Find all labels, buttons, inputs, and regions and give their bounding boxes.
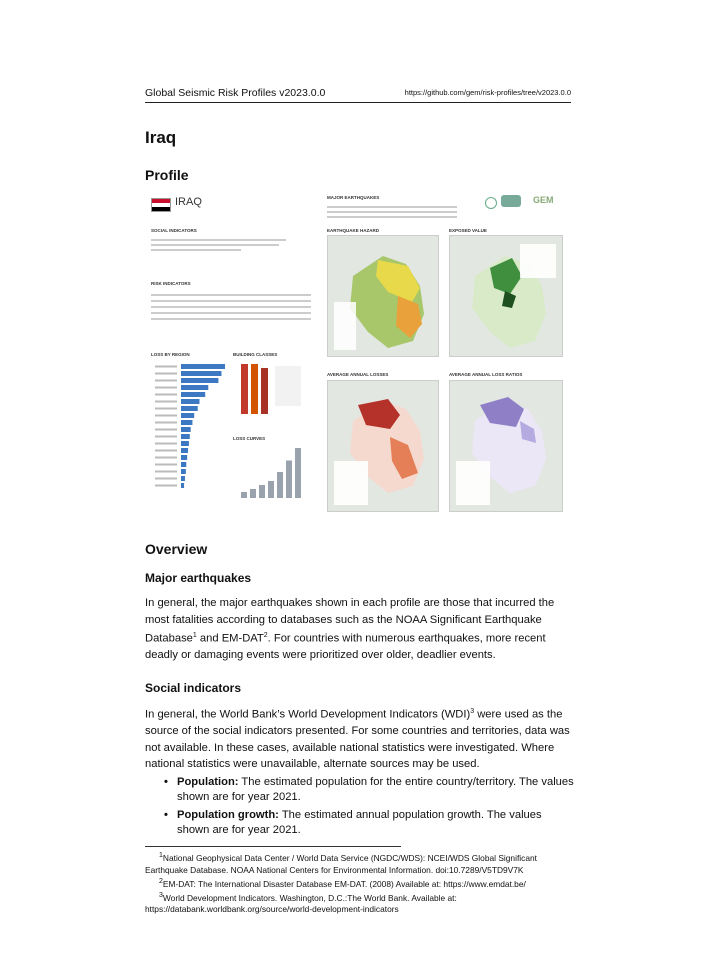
average-annual-loss-ratios-map [449, 380, 563, 512]
bullet-text: The estimated population for the entire country/territory. The values shown are for year 2021. [177, 776, 574, 803]
exposed-value-map [449, 235, 563, 357]
footnote-ref-1[interactable]: 1 [192, 632, 197, 639]
earthquake-hazard-map [327, 235, 439, 357]
major-earthquakes-list [327, 203, 457, 221]
building-bar-1 [241, 364, 248, 414]
region-label-placeholder [155, 415, 177, 417]
bullet-term: Population growth: [177, 809, 279, 821]
footnote-num: 2 [159, 877, 163, 885]
profile-heading: Profile [145, 167, 189, 183]
loss-curve-bar [268, 481, 274, 498]
region-loss-bar [181, 434, 190, 439]
bullet-text: The estimated annual population growth. The values shown are for year 2021. [177, 809, 542, 836]
figure-country-label: IRAQ [175, 196, 202, 208]
loss-curve-bar [277, 472, 283, 498]
region-label-placeholder [155, 366, 177, 368]
logo-circle-icon [485, 197, 497, 209]
region-loss-bar [181, 469, 186, 474]
region-label-placeholder [155, 380, 177, 382]
header-title: Global Seismic Risk Profiles v2023.0.0 [145, 87, 326, 99]
footnote-ref-2[interactable]: 2 [263, 632, 268, 639]
region-loss-bar [181, 371, 221, 376]
region-loss-bar [181, 364, 225, 369]
region-loss-bar [181, 448, 188, 453]
major-eq-text-2: and EM-DAT [196, 632, 264, 645]
region-label-placeholder [155, 401, 177, 403]
footnote-text: National Geophysical Data Center / World Data Service (NGDC/WDS): NCEI/WDS Global Significant Earthquake Database. NOAA National Centers for Environmental Information. doi:10.7289/V5TD9V7K [145, 852, 537, 875]
building-legend-block [275, 366, 301, 406]
social-indicators-block [151, 236, 301, 260]
social-indicators-heading: Social indicators [145, 681, 242, 695]
profile-figure [145, 192, 573, 532]
region-loss-bar [181, 420, 192, 425]
region-label-placeholder [155, 471, 177, 473]
region-label-placeholder [155, 436, 177, 438]
footnote-divider [145, 846, 401, 847]
bullet-term: Population: [177, 776, 239, 788]
average-annual-losses-map [327, 380, 439, 512]
region-label-placeholder [155, 457, 177, 459]
region-loss-bar [181, 462, 186, 467]
loss-curve-bar [250, 489, 256, 498]
region-label-placeholder [155, 464, 177, 466]
gem-logo-text: GEM [533, 195, 554, 205]
exposed-value-label: EXPOSED VALUE [449, 228, 487, 233]
region-label-placeholder [155, 373, 177, 375]
header-url[interactable]: https://github.com/gem/risk-profiles/tree/v2023.0.0 [404, 88, 571, 97]
risk-indicators-table [151, 290, 311, 332]
major-earthquakes-paragraph [145, 595, 573, 664]
loss-curves-label: LOSS CURVES [233, 436, 266, 441]
region-loss-bar [181, 385, 208, 390]
region-label-placeholder [155, 450, 177, 452]
region-label-placeholder [155, 478, 177, 480]
country-title: Iraq [145, 128, 177, 147]
hazard-map-shape [328, 236, 438, 356]
loss-curve-bar [295, 448, 301, 498]
logo-mark-icon [501, 195, 521, 207]
region-label-placeholder [155, 443, 177, 445]
building-classes-chart [235, 362, 305, 418]
social-text-1: In general, the World Bank’s World Development Indicators (WDI) [145, 708, 471, 721]
social-indicators-paragraph [145, 704, 573, 773]
region-loss-bar [181, 476, 185, 481]
region-loss-bar [181, 399, 199, 404]
region-loss-bar [181, 483, 184, 488]
major-eq-text-1: In general, the major earthquakes shown in each profile are those that incurred the most fatalities according to databases such as the NOAA Significant Earthquake Database [145, 597, 555, 645]
indicator-list [164, 775, 574, 841]
loss-by-region-label: LOSS BY REGION [151, 352, 190, 357]
building-classes-label: BUILDING CLASSES [233, 352, 278, 357]
footnote-text: EM-DAT: The International Disaster Database EM-DAT. (2008) Available at: https://www.emdat.be/ [162, 878, 526, 889]
aalr-map-shape [450, 381, 562, 511]
region-label-placeholder [155, 485, 177, 487]
region-loss-bar [181, 441, 189, 446]
loss-curve-bar [259, 485, 265, 498]
major-eq-text-3: . For countries with numerous earthquakes, more recent deadly or damaging events were prioritized over older, deadlier events. [145, 632, 546, 662]
running-header [145, 86, 571, 103]
loss-by-region-chart [151, 360, 231, 500]
loss-curve-bar [286, 461, 292, 499]
region-loss-bar [181, 392, 205, 397]
list-item [164, 775, 574, 805]
gem-logo [485, 195, 569, 211]
region-loss-bar [181, 378, 218, 383]
loss-curves-chart [235, 444, 307, 502]
region-label-placeholder [155, 387, 177, 389]
footnote-3 [145, 890, 575, 916]
social-text-2: were used as the source of the social indicators presented. For some countries and territories, data was not available. In these cases, available national statistics were investigated. Where national statistics were unavailable, alternate sources may be used. [145, 708, 570, 771]
iraq-flag-icon [151, 198, 171, 212]
exposed-map-shape [450, 236, 562, 356]
region-loss-bar [181, 427, 191, 432]
major-earthquakes-label: MAJOR EARTHQUAKES [327, 195, 380, 200]
footnote-2 [145, 876, 575, 890]
social-indicators-label: SOCIAL INDICATORS [151, 228, 197, 233]
building-bar-3 [261, 368, 268, 414]
region-loss-bar [181, 413, 194, 418]
average-annual-losses-label: AVERAGE ANNUAL LOSSES [327, 372, 389, 377]
building-bar-2 [251, 364, 258, 414]
region-label-placeholder [155, 394, 177, 396]
overview-heading: Overview [145, 541, 208, 557]
footnote-num: 3 [159, 891, 163, 899]
footnotes [145, 850, 575, 915]
region-loss-bar [181, 455, 187, 460]
region-label-placeholder [155, 422, 177, 424]
region-label-placeholder [155, 408, 177, 410]
major-earthquakes-heading: Major earthquakes [145, 571, 252, 585]
footnote-ref-3[interactable]: 3 [470, 708, 475, 715]
earthquake-hazard-label: EARTHQUAKE HAZARD [327, 228, 379, 233]
region-label-placeholder [155, 429, 177, 431]
aal-map-shape [328, 381, 438, 511]
risk-indicators-label: RISK INDICATORS [151, 281, 191, 286]
footnote-1 [145, 850, 575, 876]
average-annual-loss-ratios-label: AVERAGE ANNUAL LOSS RATIOS [449, 372, 523, 377]
footnote-num: 1 [159, 852, 163, 859]
region-loss-bar [181, 406, 198, 411]
list-item [164, 808, 574, 838]
loss-curve-bar [241, 492, 247, 498]
footnote-text: World Development Indicators. Washington, D.C.:The World Bank. Available at: https://databank.worldbank.org/source/world-development-indicators [145, 892, 457, 915]
flag-stripe-black [152, 207, 170, 211]
